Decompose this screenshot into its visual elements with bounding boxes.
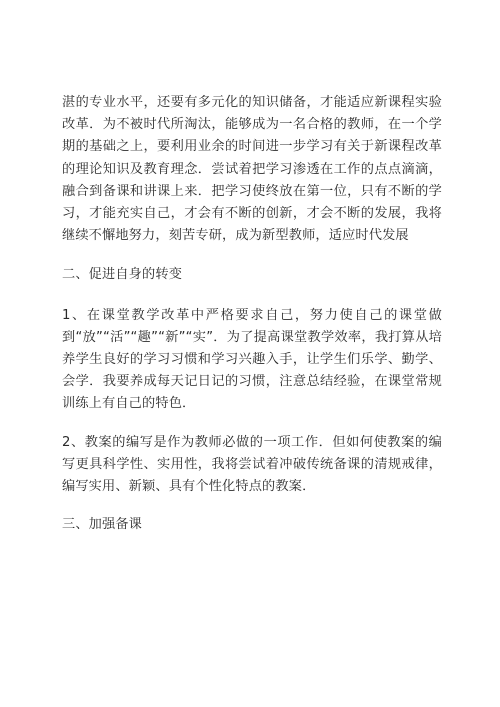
section-heading-two: 二、促进自身的转变	[62, 267, 183, 283]
continued-paragraph: 湛的专业水平，还要有多元化的知识储备，才能适应新课程实验改革．为不被时代所淘汰，能够成为一名合格的教师，在一个学期的基础之上，要利用业余的时间进一步学习有关于新课程改革的理论知识及教育理念．尝试着把学习渗透在工作的点点滴滴，融合到备课和讲课上来．把学习使终放在第一位，只有不断的学习，才能充实自己，才会有不断的创新，才会不断的发展，我将继续不懈地努力，刻苦专研，成为新型教师，适应时代发展	[62, 95, 442, 244]
document-content	[62, 92, 442, 536]
list-item-two: 2、教案的编写是作为教师必做的一项工作．但如何使教案的编写更具科学性、实用性，我将尝试着冲破传统备课的清规戒律，编写实用、新颖、具有个性化特点的教案．	[62, 434, 442, 495]
section-heading-three: 三、加强备课	[62, 517, 143, 533]
list-item-one: 1、在课堂教学改革中严格要求自己，努力使自己的课堂做到“放”“活”“趣”“新”“实”．为了提高课堂教学效率，我打算从培养学生良好的学习习惯和学习兴趣入手，让学生们乐学、勤学、会学．我要养成每天记日记的习惯，注意总结经验，在课堂常规训练上有自己的特色．	[62, 307, 442, 412]
